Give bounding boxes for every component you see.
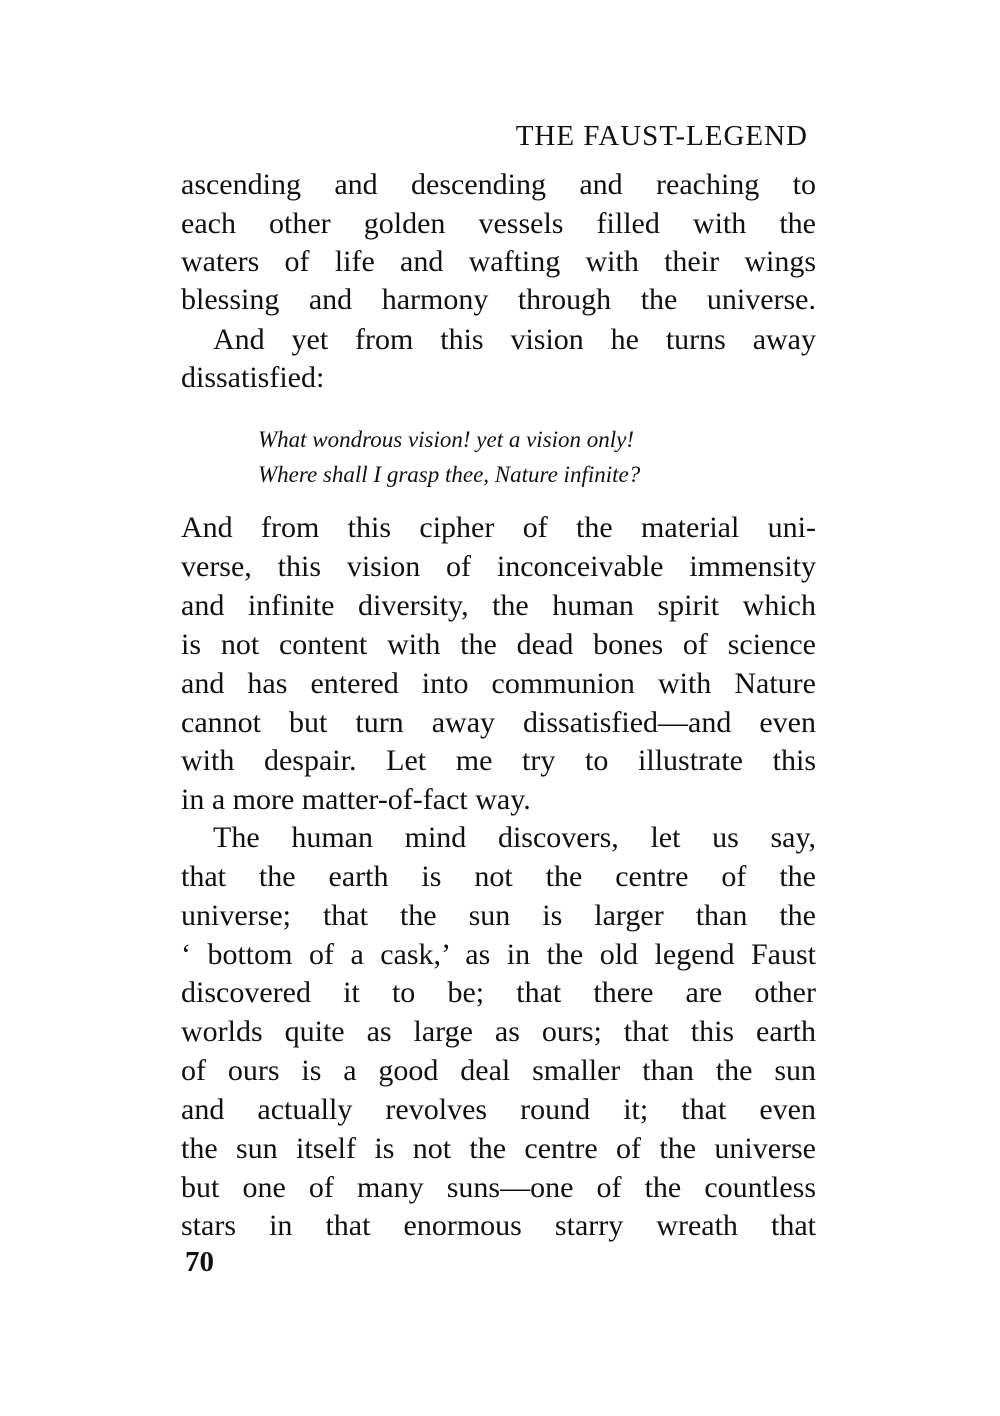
text-line: each other golden vessels filled with the	[181, 207, 816, 240]
text-line: And from this cipher of the material uni-	[181, 511, 816, 544]
text-line: and has entered into communion with Nature	[181, 667, 816, 700]
text-line: with despair. Let me try to illustrate this	[181, 744, 816, 777]
text-line: dissatisfied:	[181, 361, 325, 394]
text-line: is not content with the dead bones of science	[181, 628, 816, 661]
quote-line: Where shall I grasp thee, Nature infinite?	[258, 462, 641, 487]
running-head: THE FAUST-LEGEND	[515, 120, 808, 152]
text-line: ‘ bottom of a cask,’ as in the old legend Faust	[181, 938, 816, 971]
quote-line: What wondrous vision! yet a vision only!	[258, 427, 635, 452]
text-line: waters of life and wafting with their wings	[181, 245, 816, 278]
text-line: the sun itself is not the centre of the universe	[181, 1132, 816, 1165]
text-line: stars in that enormous starry wreath that	[181, 1209, 816, 1242]
text-line: universe; that the sun is larger than the	[181, 899, 816, 932]
text-line: verse, this vision of inconceivable immensity	[181, 550, 816, 583]
text-line: but one of many suns—one of the countless	[181, 1171, 816, 1204]
text-line: in a more matter-of-fact way.	[181, 783, 531, 816]
text-line: blessing and harmony through the universe.	[181, 283, 816, 316]
text-line: And yet from this vision he turns away	[213, 323, 816, 356]
page-number: 70	[185, 1246, 214, 1278]
text-line: worlds quite as large as ours; that this earth	[181, 1015, 816, 1048]
text-line: that the earth is not the centre of the	[181, 860, 816, 893]
text-line: cannot but turn away dissatisfied—and even	[181, 706, 816, 739]
text-line: The human mind discovers, let us say,	[213, 821, 816, 854]
text-line: and infinite diversity, the human spirit which	[181, 589, 816, 622]
text-line: discovered it to be; that there are other	[181, 976, 816, 1009]
text-line: and actually revolves round it; that even	[181, 1093, 816, 1126]
text-line: ascending and descending and reaching to	[181, 168, 816, 201]
text-line: of ours is a good deal smaller than the sun	[181, 1054, 816, 1087]
